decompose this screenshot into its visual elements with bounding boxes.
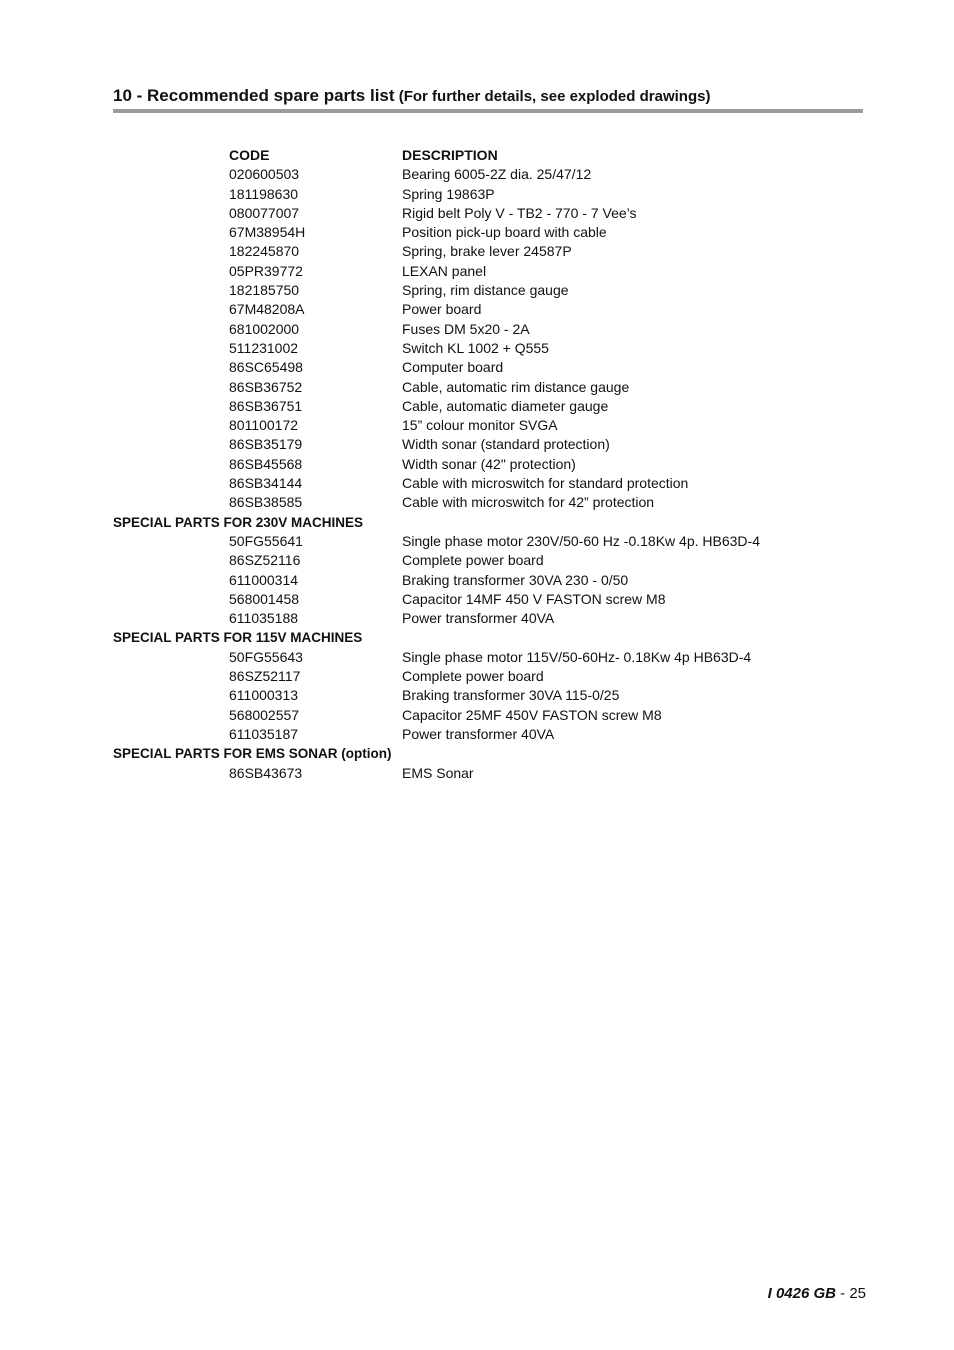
part-description: Single phase motor 230V/50-60 Hz -0.18Kw 4p. HB63D-4 — [402, 532, 760, 549]
part-code: 568001458 — [229, 590, 300, 607]
part-description: Position pick-up board with cable — [402, 224, 607, 241]
table-row — [113, 320, 853, 339]
part-code: 05PR39772 — [229, 262, 303, 279]
part-code: 568002557 — [229, 706, 300, 723]
part-code: 50FG55643 — [229, 648, 303, 665]
table-header-row — [113, 146, 853, 165]
part-description: Rigid belt Poly V - TB2 - 770 - 7 Vee’s — [402, 204, 637, 221]
part-description: Capacitor 14MF 450 V FASTON screw M8 — [402, 590, 666, 607]
table-row — [113, 551, 853, 570]
table-row — [113, 223, 853, 242]
part-code: 681002000 — [229, 320, 300, 337]
part-code: 020600503 — [229, 166, 300, 183]
section-header-row — [113, 744, 853, 763]
part-code: 86SZ52116 — [229, 552, 301, 569]
part-code: 86SB45568 — [229, 455, 303, 472]
table-row — [113, 185, 853, 204]
section-header-row — [113, 628, 853, 647]
table-row — [113, 532, 853, 551]
table-row — [113, 204, 853, 223]
table-row — [113, 455, 853, 474]
part-code: 86SB36752 — [229, 378, 303, 395]
part-description: Cable with microswitch for 42” protection — [402, 494, 655, 511]
part-description: Complete power board — [402, 552, 544, 569]
part-code: 801100172 — [229, 417, 299, 434]
table-row — [113, 378, 853, 397]
part-description: Power transformer 40VA — [402, 725, 555, 742]
part-description: Single phase motor 115V/50-60Hz- 0.18Kw 4p HB63D-4 — [402, 648, 752, 665]
table-row — [113, 648, 853, 667]
part-code: 86SB38585 — [229, 494, 303, 511]
part-code: 181198630 — [229, 185, 299, 202]
section-heading: SPECIAL PARTS FOR EMS SONAR (option) — [113, 746, 392, 762]
section-heading: SPECIAL PARTS FOR 115V MACHINES — [113, 630, 363, 646]
table-row — [113, 667, 853, 686]
part-code: 86SB34144 — [229, 475, 303, 492]
part-code: 511231002 — [229, 339, 299, 356]
document-code: I 0426 GB — [767, 1285, 836, 1302]
part-code: 86SC65498 — [229, 359, 303, 376]
table-row — [113, 725, 853, 744]
part-description: Width sonar (standard protection) — [402, 436, 610, 453]
page-footer — [768, 1285, 866, 1302]
part-description: 15” colour monitor SVGA — [402, 417, 558, 434]
part-description: Cable, automatic diameter gauge — [402, 397, 609, 414]
table-row — [113, 358, 853, 377]
part-description: Computer board — [402, 359, 504, 376]
part-description: EMS Sonar — [402, 764, 474, 781]
table-row — [113, 262, 853, 281]
section-title: 10 - Recommended spare parts list — [113, 86, 395, 105]
description-column-header: DESCRIPTION — [402, 147, 498, 163]
table-row — [113, 339, 853, 358]
part-description: Switch KL 1002 + Q555 — [402, 339, 549, 356]
part-code: 080077007 — [229, 204, 300, 221]
table-row — [113, 706, 853, 725]
part-code: 86SB43673 — [229, 764, 303, 781]
part-code: 86SZ52117 — [229, 668, 301, 685]
section-header-row — [113, 513, 853, 532]
part-description: Fuses DM 5x20 - 2A — [402, 320, 530, 337]
table-row — [113, 416, 853, 435]
table-row — [113, 590, 853, 609]
table-row — [113, 609, 853, 628]
table-row — [113, 571, 853, 590]
part-description: Capacitor 25MF 450V FASTON screw M8 — [402, 706, 662, 723]
page-number: - 25 — [835, 1285, 866, 1302]
part-code: 182245870 — [229, 243, 300, 260]
part-description: Cable with microswitch for standard protection — [402, 475, 689, 492]
table-row — [113, 435, 853, 454]
part-code: 67M48208A — [229, 301, 305, 318]
part-code: 67M38954H — [229, 224, 306, 241]
part-code: 50FG55641 — [229, 532, 303, 549]
part-description: Bearing 6005-2Z dia. 25/47/12 — [402, 166, 592, 183]
spare-parts-table — [113, 146, 853, 783]
page-title — [113, 86, 863, 106]
part-description: Width sonar (42" protection) — [402, 455, 576, 472]
part-description: Braking transformer 30VA 230 - 0/50 — [402, 571, 629, 588]
table-row — [113, 397, 853, 416]
part-description: Power transformer 40VA — [402, 610, 555, 627]
table-row — [113, 493, 853, 512]
part-description: Power board — [402, 301, 482, 318]
part-code: 611035187 — [229, 725, 299, 742]
table-row — [113, 686, 853, 705]
part-description: LEXAN panel — [402, 262, 487, 279]
part-description: Cable, automatic rim distance gauge — [402, 378, 630, 395]
part-description: Complete power board — [402, 668, 544, 685]
part-description: Braking transformer 30VA 115-0/25 — [402, 687, 620, 704]
part-code: 611035188 — [229, 610, 299, 627]
table-row — [113, 474, 853, 493]
section-heading: SPECIAL PARTS FOR 230V MACHINES — [113, 514, 364, 530]
part-code: 86SB35179 — [229, 436, 303, 453]
section-subtitle: (For further details, see exploded drawings) — [394, 88, 711, 105]
table-row — [113, 242, 853, 261]
table-row — [113, 764, 853, 783]
table-row — [113, 300, 853, 319]
part-description: Spring, brake lever 24587P — [402, 243, 572, 260]
part-code: 86SB36751 — [229, 397, 303, 414]
part-description: Spring 19863P — [402, 185, 495, 202]
title-underline-divider — [113, 109, 863, 113]
part-code: 611000314 — [229, 571, 299, 588]
table-row — [113, 165, 853, 184]
part-code: 182185750 — [229, 282, 300, 299]
code-column-header: CODE — [229, 147, 270, 163]
part-description: Spring, rim distance gauge — [402, 282, 569, 299]
table-row — [113, 281, 853, 300]
part-code: 611000313 — [229, 687, 299, 704]
